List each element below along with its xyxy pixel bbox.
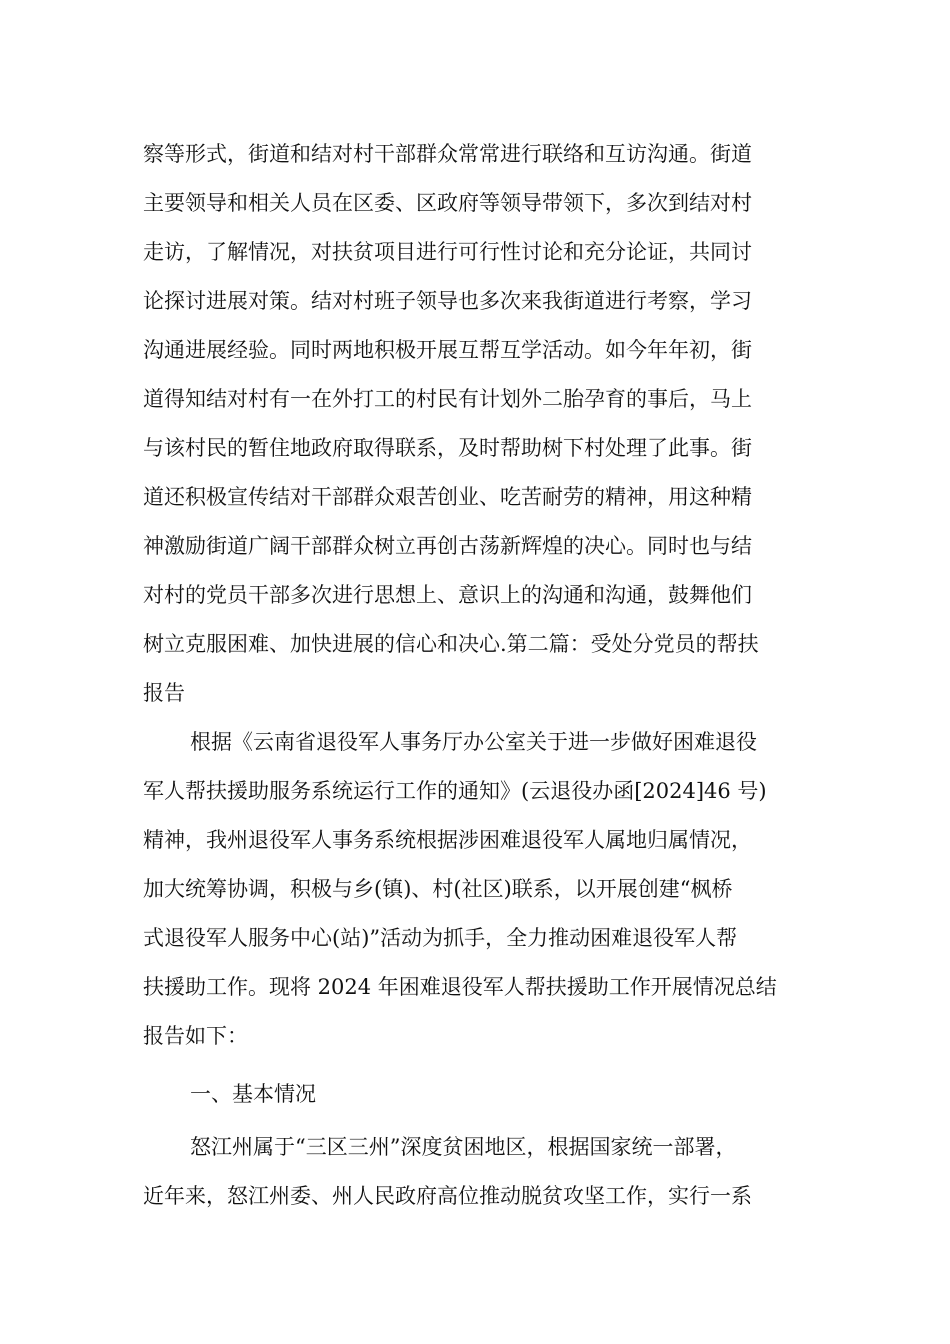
text-line: 根据《云南省退役军人事务厅办公室关于进一步做好困难退役 — [190, 730, 757, 754]
text-line: 走访，了解情况，对扶贫项目进行可行性讨论和充分论证，共同讨 — [143, 240, 752, 264]
text-line: 沟通进展经验。同时两地积极开展互帮互学活动。如今年年初，街 — [143, 338, 752, 362]
text-line: 树立克服困难、加快进展的信心和决心.第二篇：受处分党员的帮扶 — [143, 632, 759, 656]
text-line: 与该村民的暂住地政府取得联系，及时帮助树下村处理了此事。街 — [143, 436, 752, 460]
text-line: 神激励街道广阔干部群众树立再创古荡新辉煌的决心。同时也与结 — [143, 534, 752, 558]
text-line: 近年来，怒江州委、州人民政府高位推动脱贫攻坚工作，实行一系 — [143, 1184, 752, 1208]
text-line: 式退役军人服务中心(站)”活动为抓手，全力推动困难退役军人帮 — [143, 926, 738, 950]
text-line: 军人帮扶援助服务系统运行工作的通知》(云退役办函[2024]46 号) — [143, 779, 767, 803]
text-line: 论探讨进展对策。结对村班子领导也多次来我街道进行考察，学习 — [143, 289, 752, 313]
text-line: 报告如下： — [143, 1024, 248, 1048]
text-line: 报告 — [143, 681, 185, 705]
text-line: 扶援助工作。现将 2024 年困难退役军人帮扶援助工作开展情况总结 — [143, 975, 777, 999]
text-line: 道还积极宣传结对干部群众艰苦创业、吃苦耐劳的精神，用这种精 — [143, 485, 752, 509]
section-heading: 一、基本情况 — [190, 1082, 316, 1106]
text-line: 怒江州属于“三区三州”深度贫困地区，根据国家统一部署， — [190, 1135, 737, 1159]
text-line: 对村的党员干部多次进行思想上、意识上的沟通和沟通，鼓舞他们 — [143, 583, 752, 607]
text-line: 主要领导和相关人员在区委、区政府等领导带领下，多次到结对村 — [143, 191, 752, 215]
text-line: 精神，我州退役军人事务系统根据涉困难退役军人属地归属情况， — [143, 828, 752, 852]
text-line: 道得知结对村有一在外打工的村民有计划外二胎孕育的事后，马上 — [143, 387, 752, 411]
text-line: 加大统筹协调，积极与乡(镇)、村(社区)联系，以开展创建“枫桥 — [143, 877, 733, 901]
text-line: 察等形式，街道和结对村干部群众常常进行联络和互访沟通。街道 — [143, 142, 752, 166]
